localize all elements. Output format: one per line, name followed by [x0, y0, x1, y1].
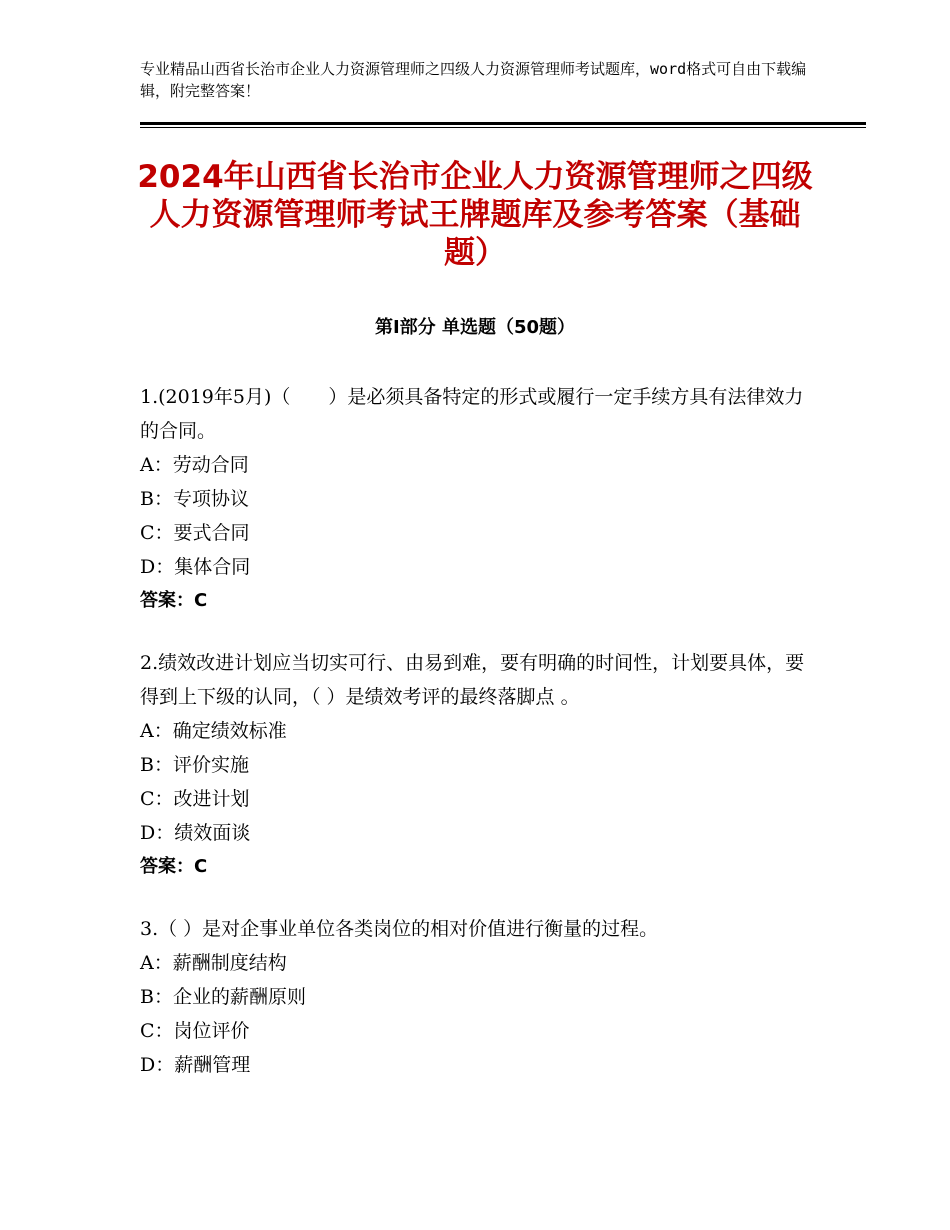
option-a: A：劳动合同 [140, 454, 249, 476]
option-d: D：薪酬管理 [140, 1054, 251, 1076]
option-d: D：集体合同 [140, 556, 251, 578]
option-c: C：要式合同 [140, 522, 250, 544]
header-rule-thick [140, 122, 866, 125]
section-title: 第Ⅰ部分 单选题（50题） [374, 317, 575, 338]
document-title: 2024年山西省长治市企业人力资源管理师之四级人力资源管理师考试王牌题库及参考答案（基础题） [137, 159, 813, 271]
option-c: C：改进计划 [140, 788, 250, 810]
question-stem: 3.（ ）是对企事业单位各类岗位的相对价值进行衡量的过程。 [140, 918, 659, 940]
question-2 [140, 646, 820, 884]
question-3 [140, 912, 820, 1082]
question-1 [140, 380, 820, 618]
answer: 答案：C [140, 590, 208, 611]
option-d: D：绩效面谈 [140, 822, 251, 844]
answer: 答案：C [140, 856, 208, 877]
option-c: C：岗位评价 [140, 1020, 250, 1042]
question-stem: 2.绩效改进计划应当切实可行、由易到难，要有明确的时间性，计划要具体，要得到上下级的认同，（ ）是绩效考评的最终落脚点 。 [140, 652, 805, 708]
question-stem: 1.(2019年5月)（ ）是必须具备特定的形式或履行一定手续方具有法律效力的合同。 [140, 386, 804, 442]
option-a: A：确定绩效标准 [140, 720, 287, 742]
header-note: 专业精品山西省长治市企业人力资源管理师之四级人力资源管理师考试题库，word格式可自由下载编辑，附完整答案！ [140, 60, 807, 100]
option-b: B：评价实施 [140, 754, 249, 776]
question-list [140, 380, 820, 1110]
option-b: B：专项协议 [140, 488, 249, 510]
option-a: A：薪酬制度结构 [140, 952, 287, 974]
option-b: B：企业的薪酬原则 [140, 986, 306, 1008]
header-rule-thin [140, 127, 866, 128]
